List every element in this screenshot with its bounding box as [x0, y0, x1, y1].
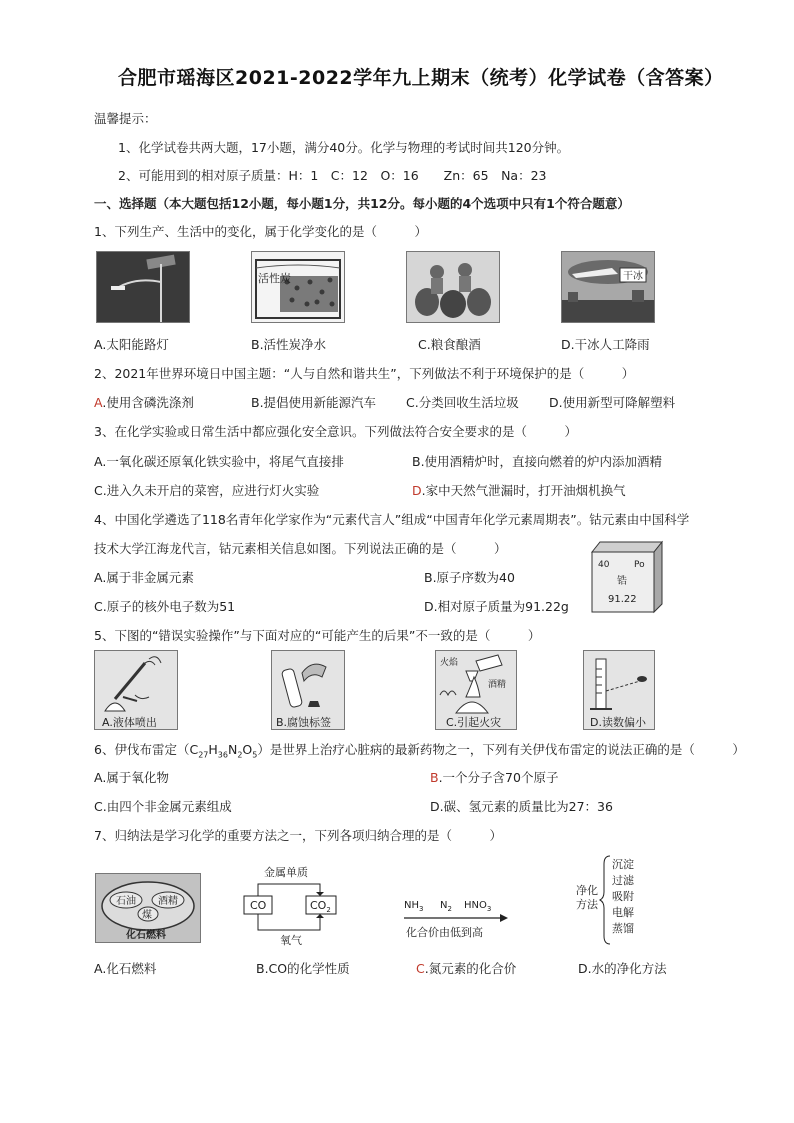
- q1-carbon-label: 活性炭: [258, 272, 291, 285]
- q4-option-b[interactable]: B.原子序数为40: [424, 570, 515, 585]
- q1-option-d[interactable]: D.干冰人工降雨: [561, 337, 650, 352]
- svg-text:N2: [440, 900, 452, 913]
- q4-element-name: 锆: [617, 576, 627, 587]
- q7-option-d[interactable]: D.水的净化方法: [578, 961, 667, 976]
- q7-c-s1: NH: [404, 900, 419, 911]
- q7-diagram-d: [574, 852, 654, 946]
- q3-option-a[interactable]: A.一氧化碳还原氧化铁实验中，将尾气直接排: [94, 454, 344, 469]
- q7-d-label-top: 净化: [576, 884, 598, 897]
- q1-image-activated-carbon: [251, 251, 345, 323]
- q7-c-s1-sub: 3: [419, 905, 424, 913]
- q7-d-item-5: 蒸馏: [612, 922, 634, 935]
- q7-option-b[interactable]: B.CO的化学性质: [256, 961, 350, 976]
- q6-option-b[interactable]: B.一个分子含70个原子: [430, 770, 559, 785]
- q7-b-right-sub: 2: [326, 906, 331, 914]
- q7-b-left: CO: [250, 899, 267, 912]
- q4-option-d[interactable]: D.相对原子质量为91.22g: [424, 599, 569, 614]
- q1-image-brewing: [406, 251, 500, 323]
- q7-b-bottom: 氧气: [280, 934, 302, 947]
- q5-caption-c: C.引起火灾: [446, 716, 502, 729]
- q5-caption-d: D.读数偏小: [590, 716, 646, 729]
- q7-d-item-4: 电解: [612, 906, 634, 919]
- q7-a-coal: 煤: [142, 910, 152, 921]
- q7-d-label-bottom: 方法: [576, 898, 598, 911]
- page-title: 合肥市瑶海区2021-2022学年九上期末（统考）化学试卷（含答案）: [118, 67, 724, 89]
- q2-option-b[interactable]: B.提倡使用新能源汽车: [251, 395, 377, 410]
- q6-option-a[interactable]: A.属于氧化物: [94, 770, 169, 785]
- q1-image-solar-lamp: [96, 251, 190, 323]
- q7-stem: 7、归纳法是学习化学的重要方法之一，下列各项归纳合理的是（ ）: [94, 828, 502, 843]
- svg-text:HNO3: [464, 900, 491, 913]
- q4-option-a[interactable]: A.属于非金属元素: [94, 570, 194, 585]
- q1-dry-ice-label: 干冰: [623, 271, 643, 282]
- q3-stem: 3、在化学实验或日常生活中都应强化安全意识。下列做法符合安全要求的是（ ）: [94, 424, 577, 439]
- q7-a-alcohol: 酒精: [158, 896, 178, 907]
- section-heading: 一、选择题（本大题包括12小题，每小题1分，共12分。每小题的4个选项中只有1个符合题意）: [94, 196, 630, 211]
- q1-image-dry-ice-rain: [561, 251, 655, 323]
- q5-caption-b: B.腐蚀标签: [276, 716, 332, 729]
- q7-diagram-a: [95, 873, 201, 943]
- q4-element-number: 40: [598, 560, 610, 570]
- q4-stem-line-2: 技术大学江海龙代言，钴元素相关信息如图。下列说法正确的是（ ）: [94, 541, 507, 556]
- q7-option-c[interactable]: C.氮元素的化合价: [416, 961, 517, 976]
- q6-stem: 6、伊伐布雷定$(C_{27}H_{36}N_2O_5)$是世界上治疗心脏病的最新药物之一，下列有关伊伐布雷定的说法正确的是（ ）: [94, 742, 745, 760]
- q2-stem: 2、2021年世界环境日中国主题：“人与自然和谐共生”，下列做法不利于环境保护的是（ ）: [94, 366, 635, 381]
- q3-option-c[interactable]: C.进入久未开启的菜窖，应进行灯火实验: [94, 483, 320, 498]
- q1-stem: 1、下列生产、生活中的变化，属于化学变化的是（ ）: [94, 224, 427, 239]
- q2-option-a[interactable]: A.使用含磷洗涤剂: [94, 395, 194, 410]
- q7-b-top: 金属单质: [264, 866, 308, 879]
- q7-d-item-1: 沉淀: [612, 858, 634, 871]
- q7-d-item-3: 吸附: [612, 890, 634, 903]
- q2-option-c[interactable]: C.分类回收生活垃圾: [406, 395, 519, 410]
- q7-c-s2: N: [440, 900, 448, 911]
- q4-element-symbol: Po: [634, 560, 645, 570]
- q7-c-arrow-label: 化合价由低到高: [406, 926, 483, 939]
- q3-option-b[interactable]: B.使用酒精炉时，直接向燃着的炉内添加酒精: [412, 454, 663, 469]
- q6-option-c[interactable]: C.由四个非金属元素组成: [94, 799, 232, 814]
- q7-c-s2-sub: 2: [447, 905, 452, 913]
- q1-option-a[interactable]: A.太阳能路灯: [94, 337, 169, 352]
- q1-option-b[interactable]: B.活性炭净水: [251, 337, 327, 352]
- q7-diagram-b: [240, 862, 350, 948]
- q4-element-card: [584, 536, 666, 614]
- tips-line-1: 1、化学试卷共两大题，17小题，满分40分。化学与物理的考试时间共120分钟。: [118, 140, 570, 155]
- q4-option-c[interactable]: C.原子的核外电子数为51: [94, 599, 236, 614]
- q3-option-d[interactable]: D.家中天然气泄漏时，打开油烟机换气: [412, 483, 626, 498]
- q1-option-c[interactable]: C.粮食酿酒: [418, 337, 481, 352]
- q4-stem-line-1: 4、中国化学遴选了118名青年化学家作为“元素代言人”组成“中国青年化学元素周期表”。钴元素由中国科学: [94, 512, 690, 527]
- tips-heading: 温馨提示：: [94, 111, 157, 126]
- q7-c-s3: HNO: [464, 900, 487, 911]
- q6-option-d[interactable]: D.碳、氢元素的质量比为27：36: [430, 799, 613, 814]
- q7-option-a[interactable]: A.化石燃料: [94, 961, 157, 976]
- q2-option-d[interactable]: D.使用新型可降解塑料: [549, 395, 676, 410]
- tips-line-2: 2、可能用到的相对原子质量：H：1 C：12 O：16 Zn：65 Na：23: [118, 168, 547, 183]
- q5-alcohol-label: 酒精: [488, 680, 507, 690]
- q5-caption-a: A.液体喷出: [102, 716, 157, 729]
- q7-c-s3-sub: 3: [486, 905, 492, 913]
- q5-stem: 5、下图的“错误实验操作”与下面对应的“可能产生的后果”不一致的是（ ）: [94, 628, 541, 643]
- q7-d-item-2: 过滤: [612, 874, 634, 887]
- q4-element-mass: 91.22: [608, 594, 637, 605]
- q7-diagram-c: [400, 896, 510, 944]
- q7-a-oil: 石油: [116, 896, 136, 907]
- q7-a-caption: 化石燃料: [126, 930, 166, 941]
- q7-b-right: CO: [310, 899, 327, 912]
- svg-text:NH3: [404, 900, 423, 913]
- q5-flame-label: 火焰: [440, 658, 459, 668]
